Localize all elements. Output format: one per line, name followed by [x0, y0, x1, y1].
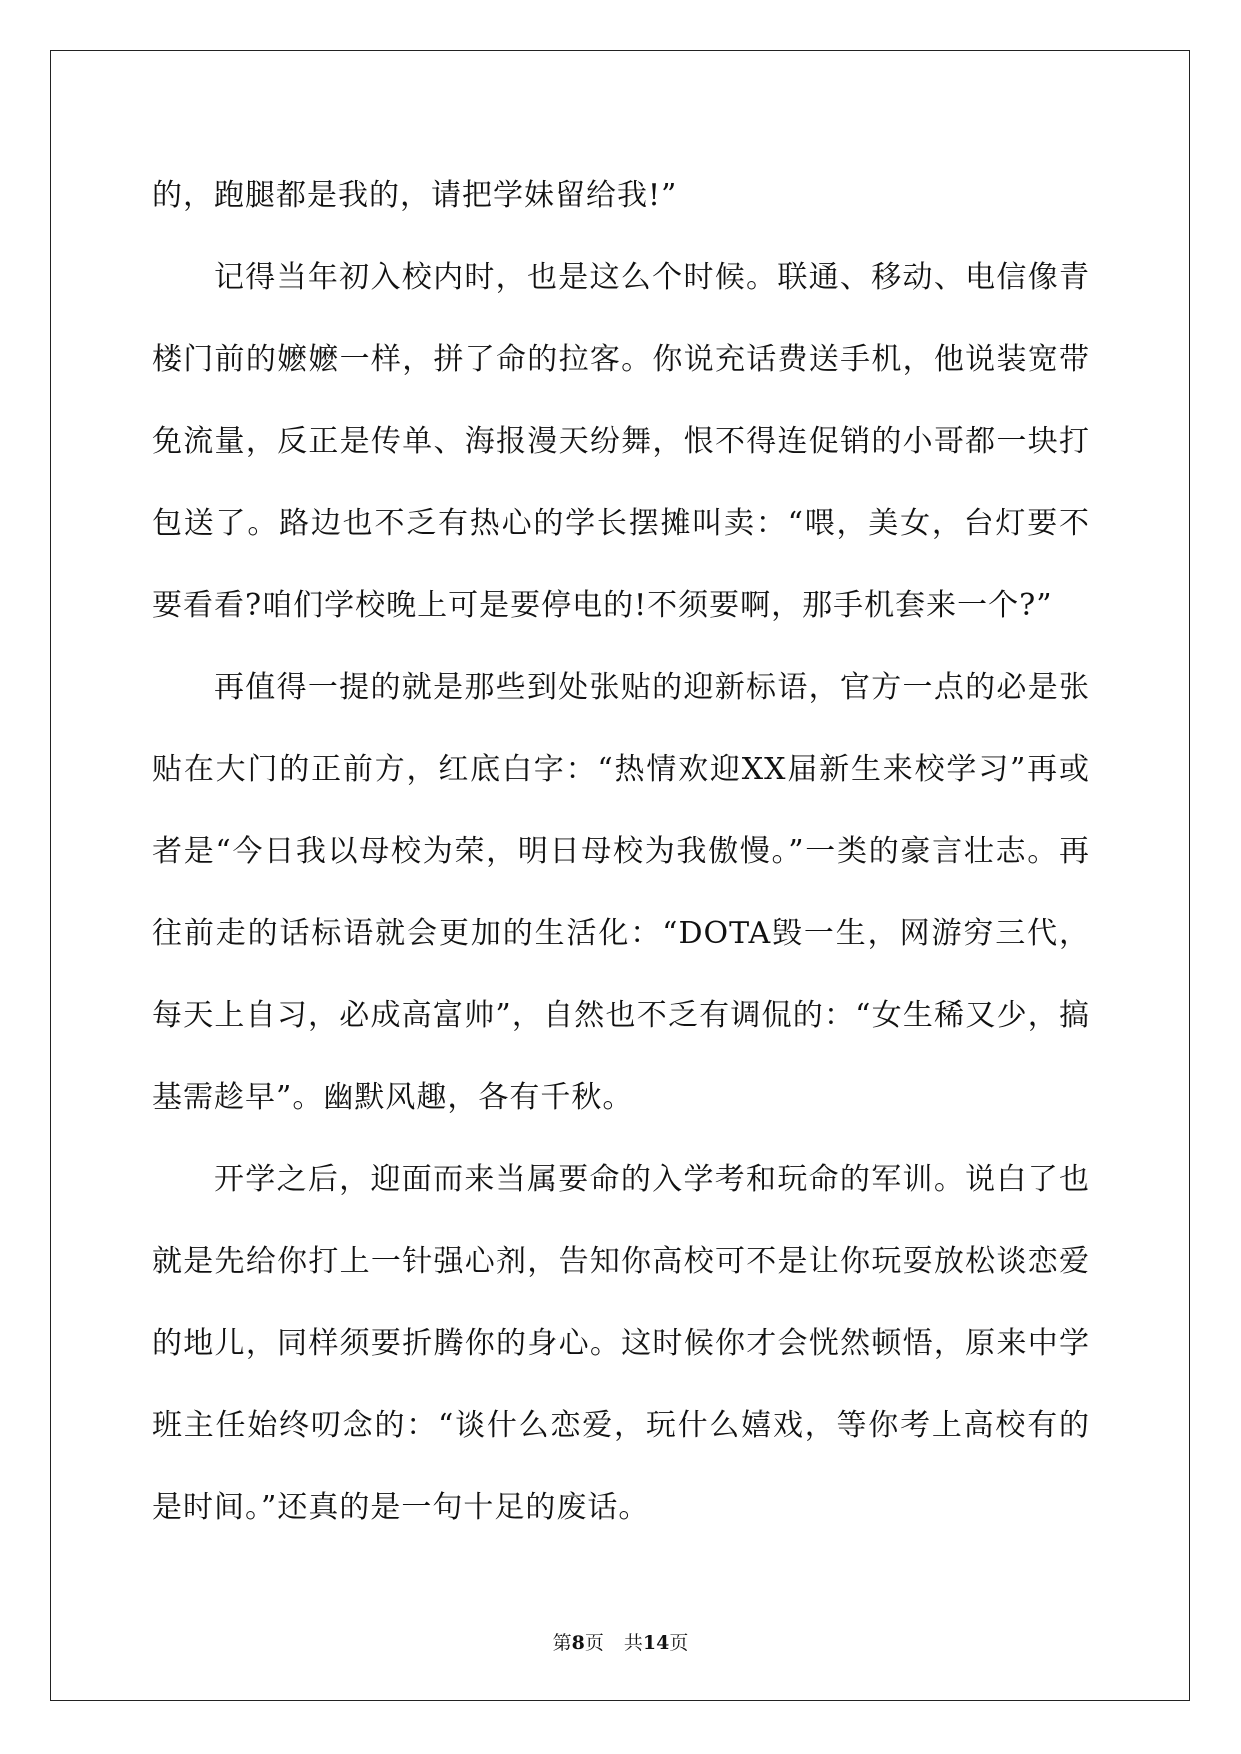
footer-total-suffix: 页	[669, 1632, 689, 1654]
paragraph: 记得当年初入校内时，也是这么个时候。联通、移动、电信像青楼门前的嬷嬷一样，拼了命的拉客。你说充话费送手机，他说装宽带免流量，反正是传单、海报漫天纷舞，恨不得连促销的小哥都一块打包送了。路边也不乏有热心的学长摆摊叫卖：“喂，美女，台灯要不要看看?咱们学校晚上可是要停电的!不须要啊，那手机套来一个?”	[152, 260, 1090, 623]
paragraph: 再值得一提的就是那些到处张贴的迎新标语，官方一点的必是张贴在大门的正前方，红底白字：“热情欢迎XX届新生来校学习”再或者是“今日我以母校为荣，明日母校为我傲慢。”一类的豪言壮志。再往前走的话标语就会更加的生活化：“DOTA毁一生，网游穷三代，每天上自习，必成高富帅”，自然也不乏有调侃的：“女生稀又少，搞基需趁早”。幽默风趣，各有千秋。	[152, 670, 1090, 1115]
footer-page-suffix: 页	[584, 1632, 604, 1654]
document-body	[152, 155, 1090, 1549]
paragraph: 开学之后，迎面而来当属要命的入学考和玩命的军训。说白了也就是先给你打上一针强心剂，告知你高校可不是让你玩耍放松谈恋爱的地儿，同样须要折腾你的身心。这时候你才会恍然顿悟，原来中学班主任始终叨念的：“谈什么恋爱，玩什么嬉戏，等你考上高校有的是时间。”还真的是一句十足的废话。	[152, 1162, 1090, 1525]
page-footer	[0, 1628, 1241, 1655]
paragraph: 的，跑腿都是我的，请把学妹留给我!”	[152, 178, 678, 213]
footer-total-prefix: 共	[623, 1632, 643, 1654]
footer-prefix: 第	[552, 1632, 572, 1654]
total-pages: 14	[642, 1632, 670, 1654]
page-number: 8	[571, 1632, 585, 1654]
